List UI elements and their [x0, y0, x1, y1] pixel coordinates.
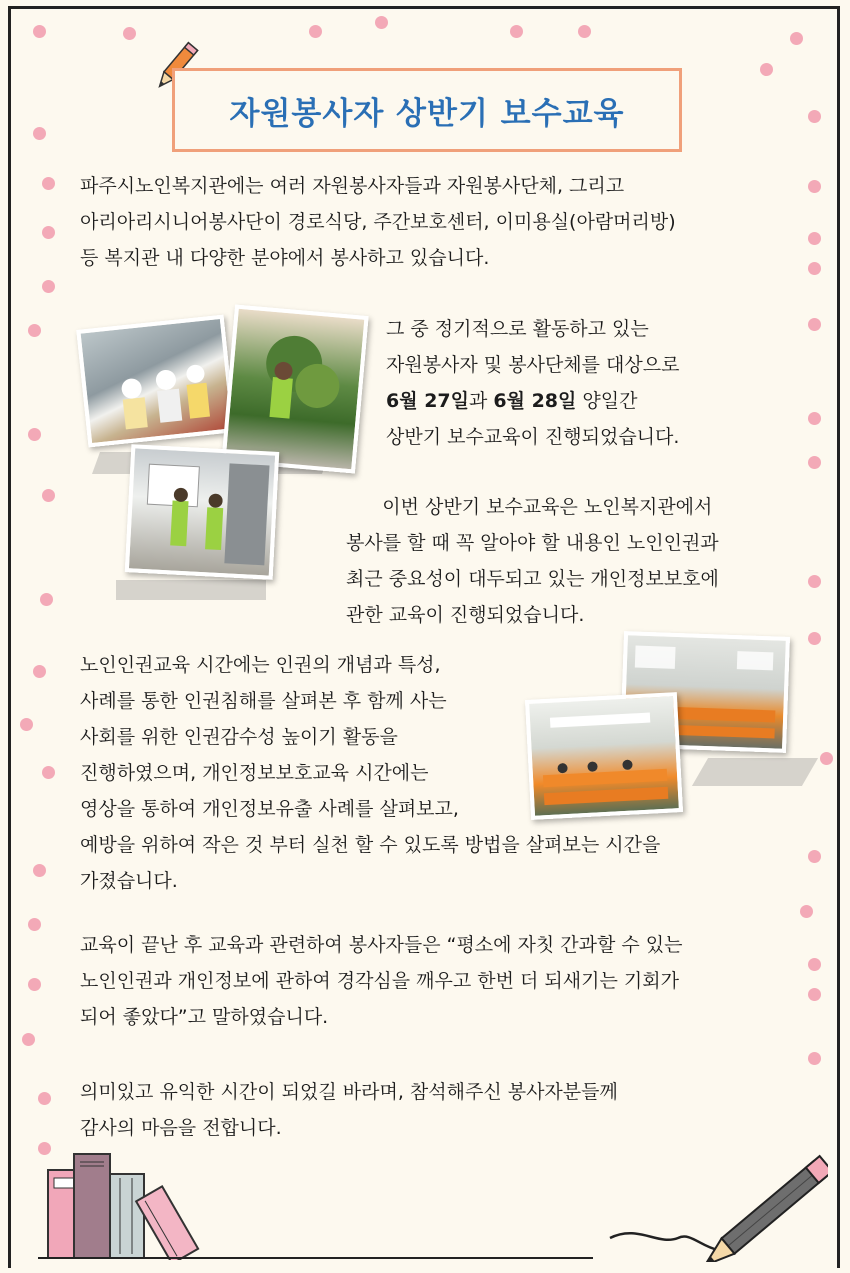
text-line: 봉사를 할 때 꼭 알아야 할 내용인 노인인권과	[346, 532, 719, 554]
pencil-icon	[608, 1146, 828, 1262]
text-line: 등 복지관 내 다양한 분야에서 봉사하고 있습니다.	[80, 247, 490, 269]
text-line: 최근 중요성이 대두되고 있는 개인정보보호에	[346, 568, 719, 590]
text-span: 과	[468, 390, 494, 412]
text-line: 이번 상반기 보수교육은 노인복지관에서	[346, 496, 713, 518]
text-line: 사례를 통한 인권침해를 살펴본 후 함께 사는	[80, 690, 447, 712]
text-line: 노인인권과 개인정보에 관하여 경각심을 깨우고 한번 더 되새기는 기회가	[80, 970, 679, 992]
text-span: 양일간	[576, 390, 638, 412]
books-icon	[40, 1148, 220, 1260]
photo-shadow	[692, 758, 818, 786]
text-line: 아리아리시니어봉사단이 경로식당, 주간보호센터, 이미용실(아람머리방)	[80, 211, 676, 233]
title-box	[172, 68, 682, 152]
text-line: 영상을 통하여 개인정보유출 사례를 살펴보고,	[80, 798, 459, 820]
text-line: 되어 좋았다”고 말하였습니다.	[80, 1006, 329, 1028]
content-paragraph	[346, 489, 719, 633]
text-line: 상반기 보수교육이 진행되었습니다.	[386, 426, 680, 448]
text-line: 관한 교육이 진행되었습니다.	[346, 604, 585, 626]
text-line: 파주시노인복지관에는 여러 자원봉사자들과 자원봉사단체, 그리고	[80, 175, 625, 197]
text-line: 사회를 위한 인권감수성 높이기 활동을	[80, 726, 398, 748]
text-line: 교육이 끝난 후 교육과 관련하여 봉사자들은 “평소에 자칫 간과할 수 있는	[80, 934, 683, 956]
date-highlight: 6월 27일	[386, 390, 469, 412]
photo-shadow	[116, 580, 266, 600]
page-title: 자원봉사자 상반기 보수교육	[229, 95, 625, 132]
program-paragraph	[80, 647, 660, 899]
date-highlight: 6월 28일	[493, 390, 577, 412]
volunteer-plants-photo	[221, 304, 368, 473]
text-line	[386, 383, 679, 419]
text-line: 진행하였으며, 개인정보보호교육 시간에는	[80, 762, 429, 784]
text-line: 노인인권교육 시간에는 인권의 개념과 특성,	[80, 654, 441, 676]
text-line: 예방을 위하여 작은 것 부터 실천 할 수 있도록 방법을 살펴보는 시간을	[80, 834, 661, 856]
feedback-paragraph	[80, 927, 683, 1035]
intro-paragraph	[80, 168, 676, 276]
text-line: 감사의 마음을 전합니다.	[80, 1117, 282, 1139]
text-line: 자원봉사자 및 봉사단체를 대상으로	[386, 354, 680, 376]
volunteer-kitchen-photo	[76, 315, 236, 448]
text-line: 그 중 정기적으로 활동하고 있는	[386, 318, 649, 340]
text-line: 가졌습니다.	[80, 870, 178, 892]
schedule-paragraph	[386, 311, 679, 455]
volunteer-room-photo	[125, 444, 279, 580]
text-line: 의미있고 유익한 시간이 되었길 바라며, 참석해주신 봉사자분들께	[80, 1081, 618, 1103]
closing-paragraph	[80, 1074, 618, 1146]
baseline-divider	[38, 1257, 593, 1259]
